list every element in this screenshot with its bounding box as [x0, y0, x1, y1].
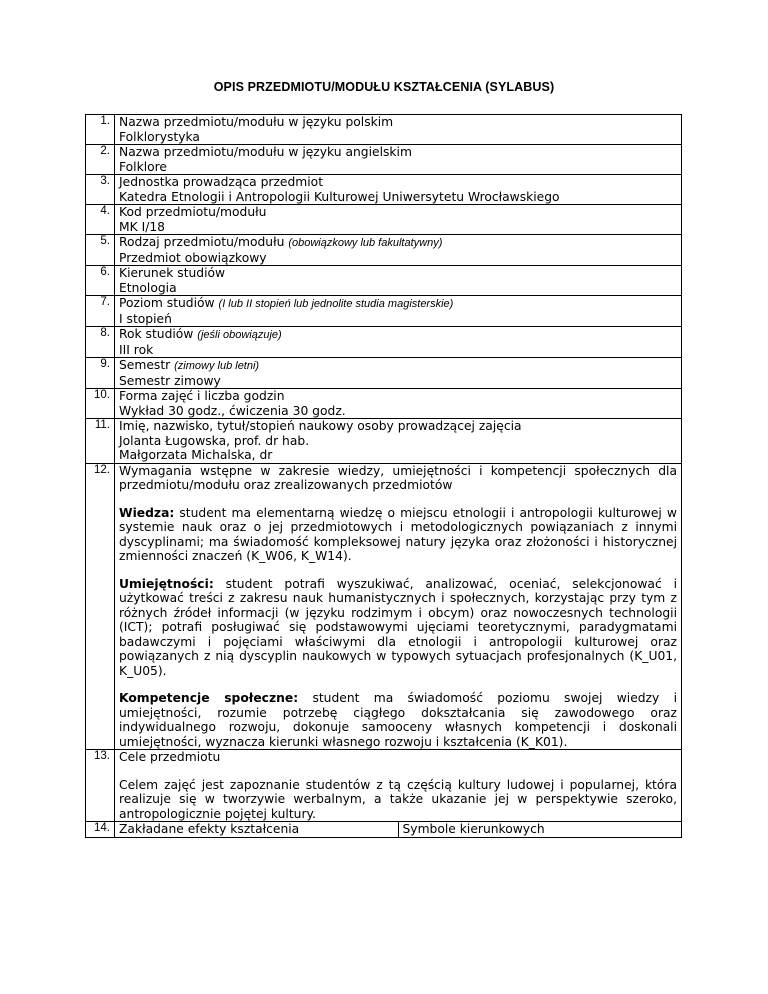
row-number: 14. — [86, 822, 115, 838]
competences-heading: Kompetencje społeczne: — [119, 691, 299, 705]
row-number: 1. — [86, 115, 115, 145]
field-label: Rodzaj przedmiotu/modułu — [119, 235, 285, 249]
field-label: Jednostka prowadząca przedmiot — [119, 175, 324, 189]
field-note: (obowiązkowy lub fakultatywny) — [288, 237, 443, 249]
field-value: Folklore — [119, 159, 167, 174]
syllabus-table — [85, 114, 682, 838]
field-label: Semestr — [119, 358, 171, 372]
row-number: 11. — [86, 419, 115, 464]
field-value: Etnologia — [119, 280, 177, 295]
field-value: Semestr zimowy — [119, 373, 221, 388]
row-number: 6. — [86, 266, 115, 296]
skills-heading: Umiejętności: — [119, 576, 214, 591]
row-number: 4. — [86, 205, 115, 235]
row-number: 3. — [86, 175, 115, 205]
requirements-label: Wymagania wstępne w zakresie wiedzy, umiejętności i kompetencji społecznych dla przedmiotu/modułu oraz zrealizowanych przedmiotów — [119, 463, 677, 492]
knowledge-heading: Wiedza: — [119, 505, 175, 520]
table-row — [86, 175, 682, 205]
row-number: 9. — [86, 358, 115, 389]
field-label: Rok studiów — [119, 327, 194, 341]
field-label: Imię, nazwisko, tytuł/stopień naukowy osoby prowadzącej zajęcia — [119, 419, 522, 433]
table-row — [86, 419, 682, 464]
field-label: Nazwa przedmiotu/modułu w języku angielskim — [119, 145, 412, 159]
field-label: Forma zajęć i liczba godzin — [119, 389, 285, 403]
field-value: Folklorystyka — [119, 129, 200, 144]
field-value: III rok — [119, 342, 154, 357]
row-number: 2. — [86, 145, 115, 175]
table-row — [86, 822, 682, 838]
table-row — [86, 145, 682, 175]
table-row — [86, 358, 682, 389]
table-row — [86, 389, 682, 419]
field-note: (I lub II stopień lub jednolite studia magisterskie) — [218, 298, 454, 310]
row-number: 7. — [86, 296, 115, 327]
competences-paragraph — [119, 691, 677, 749]
field-value: Wykład 30 godz., ćwiczenia 30 godz. — [119, 403, 346, 418]
table-row — [86, 115, 682, 145]
field-label: Kierunek studiów — [119, 266, 226, 280]
table-row — [86, 327, 682, 358]
document-title: OPIS PRZEDMIOTU/MODUŁU KSZTAŁCENIA (SYLABUS) — [213, 80, 555, 94]
table-row — [86, 235, 682, 266]
outcomes-header — [119, 822, 681, 837]
field-value: Jolanta Ługowska, prof. dr hab. — [119, 433, 310, 448]
field-value: I stopień — [119, 311, 172, 326]
table-row — [86, 750, 682, 822]
table-row — [86, 266, 682, 296]
row-number: 8. — [86, 327, 115, 358]
knowledge-text: student ma elementarną wiedzę o miejscu etnologii i antropologii kulturowej w systemie nauk oraz o jej przedmiotowych i metodologicznych powiązaniach z innymi dyscyplinami; ma świadomość kompleksowej natury języka oraz złożoności i historycznej zmienności znaczeń (K_W06, K_W14). — [119, 505, 677, 563]
row-number: 10. — [86, 389, 115, 419]
field-value: Przedmiot obowiązkowy — [119, 250, 267, 265]
outcomes-col-label: Zakładane efekty kształcenia — [119, 822, 300, 836]
skills-paragraph — [119, 577, 677, 679]
row-number: 5. — [86, 235, 115, 266]
field-value: MK I/18 — [119, 219, 165, 234]
field-note: (zimowy lub letni) — [174, 360, 260, 372]
symbols-col-label: Symbole kierunkowych — [398, 821, 682, 837]
field-value: Katedra Etnologii i Antropologii Kulturowej Uniwersytetu Wrocławskiego — [119, 189, 560, 204]
knowledge-paragraph — [119, 506, 677, 564]
table-row — [86, 205, 682, 235]
field-value: Małgorzata Michalska, dr — [119, 448, 273, 462]
table-row — [86, 463, 682, 750]
skills-text: student potrafi wyszukiwać, analizować, oceniać, selekcjonować i użytkować treści z zakresu nauk humanistycznych i społecznych, korzystając przy tym z różnych źródeł informacji (w języku rodzimym i obcym) oraz nowoczesnych technologii (ICT); potrafi posługiwać się podstawowymi ujęciami teoretycznymi, paradygmatami badawczymi i pojęciami właściwymi dla etnologii i antropologii kulturowej oraz powiązanych z nią dyscyplin naukowych w typowych sytuacjach profesjonalnych (K_U01, K_U05). — [119, 576, 677, 678]
row-number: 13. — [86, 750, 115, 822]
field-label: Kod przedmiotu/modułu — [119, 205, 267, 219]
goals-label: Cele przedmiotu — [119, 750, 221, 764]
competences-text: student ma świadomość poziomu swojej wiedzy i umiejętności, rozumie potrzebę ciągłego dokształcania się zawodowego oraz indywidualnego rozwoju, dokonuje samooceny własnych kompetencji i doskonali umiejętności, wyznacza kierunki własnego rozwoju i kształcenia (K_K01). — [119, 691, 677, 749]
row-number: 12. — [86, 463, 115, 750]
field-label: Poziom studiów — [119, 296, 215, 310]
goals-text: Celem zajęć jest zapoznanie studentów z tą częścią kultury ludowej i popularnej, która realizuje się w tworzywie werbalnym, a także ukazanie jej w perspektywie szeroko, antropologicznie pojętej kultury. — [119, 777, 677, 821]
field-label: Nazwa przedmiotu/modułu w języku polskim — [119, 115, 394, 129]
table-row — [86, 296, 682, 327]
field-note: (jeśli obowiązuje) — [197, 329, 282, 341]
